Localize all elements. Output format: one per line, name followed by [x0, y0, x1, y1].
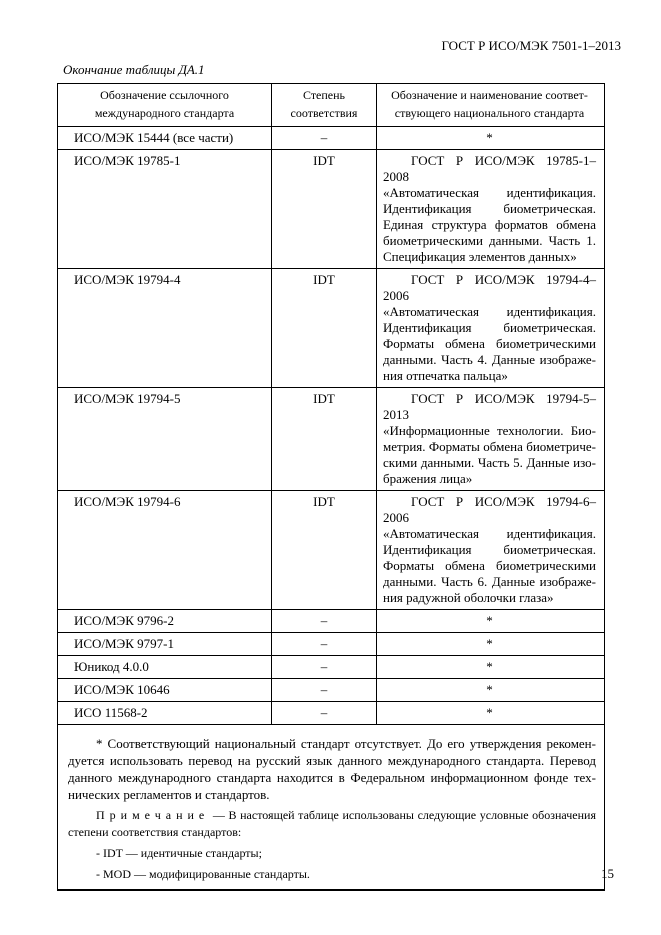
national-standard-cell [377, 491, 605, 610]
degree-cell: IDT [272, 150, 377, 269]
degree-cell: IDT [272, 269, 377, 388]
table-row [58, 127, 605, 150]
column-header-national: Обозначение и наименование соответствующего национального стандарта [377, 84, 605, 127]
reference-standard-cell: ИСО/МЭК 19794-4 [58, 269, 272, 388]
table-notes-row [58, 725, 605, 891]
national-standard-cell [377, 127, 605, 150]
table-row [58, 679, 605, 702]
national-standard-cell [377, 269, 605, 388]
national-standard-designation: * [486, 636, 493, 651]
national-standard-title: «Автоматическая идентификация. Идентификация биометрическая. Форматы обмена биометрическими данными. Часть 6. Данные изображения радужной оболочки глаза» [383, 526, 596, 605]
standards-table [57, 83, 605, 891]
national-standard-cell [377, 702, 605, 725]
document-header: ГОСТ Р ИСО/МЭК 7501-1–2013 [441, 38, 621, 53]
note-label: Примечание [96, 808, 210, 822]
degree-cell: IDT [272, 388, 377, 491]
degree-cell: IDT [272, 491, 377, 610]
page-number: 15 [601, 866, 614, 881]
table-row [58, 610, 605, 633]
column-header-reference: Обозначение ссылочного международного стандарта [58, 84, 272, 127]
table-row [58, 633, 605, 656]
note-text: — В настоящей таблице использованы следующие условные обозначения степени соответствия стандартов: [68, 808, 596, 839]
table-row [58, 656, 605, 679]
degree-cell: – [272, 127, 377, 150]
column-header-degree: Степень соответствия [272, 84, 377, 127]
table-caption: Окончание таблицы ДА.1 [63, 62, 205, 77]
national-standard-designation: * [486, 613, 493, 628]
degree-cell: – [272, 610, 377, 633]
table-row [58, 491, 605, 610]
national-standard-cell [377, 150, 605, 269]
national-standard-designation: * [486, 130, 493, 145]
legend-item-idt: - IDT — идентичные стандарты; [96, 846, 262, 860]
reference-standard-cell: ИСО/МЭК 19794-5 [58, 388, 272, 491]
note [68, 807, 596, 841]
national-standard-designation: ГОСТ Р ИСО/МЭК 19794-4–2006 [383, 272, 596, 303]
footnote: * Соответствующий национальный стандарт отсутствует. До его утверждения рекомендуется использовать перевод на русский язык данного международного стандарта. Перевод данного международного стандарта находится в Федеральном информационном фонде технических регламентов и стандартов. [68, 736, 596, 802]
table-row [58, 150, 605, 269]
national-standard-title: «Автоматическая идентификация. Идентификация биометрическая. Форматы обмена биометрическими данными. Часть 4. Данные изображения отпечатка пальца» [383, 304, 596, 383]
reference-standard-cell: Юникод 4.0.0 [58, 656, 272, 679]
reference-standard-cell: ИСО/МЭК 9797-1 [58, 633, 272, 656]
degree-cell: – [272, 633, 377, 656]
national-standard-cell [377, 656, 605, 679]
reference-standard-cell: ИСО 11568-2 [58, 702, 272, 725]
reference-standard-cell: ИСО/МЭК 10646 [58, 679, 272, 702]
national-standard-designation: * [486, 705, 493, 720]
legend-item-mod: - MOD — модифицированные стандарты. [96, 867, 310, 881]
table-row [58, 702, 605, 725]
table-row [58, 388, 605, 491]
reference-standard-cell: ИСО/МЭК 9796-2 [58, 610, 272, 633]
national-standard-cell [377, 679, 605, 702]
national-standard-title: «Автоматическая идентификация. Идентификация биометрическая. Единая структура форматов обмена биометрическими данными. Часть 1. Спецификация элементов данных» [383, 185, 596, 264]
table-row [58, 269, 605, 388]
national-standard-designation: * [486, 682, 493, 697]
national-standard-cell [377, 388, 605, 491]
national-standard-designation: * [486, 659, 493, 674]
national-standard-cell [377, 610, 605, 633]
degree-cell: – [272, 656, 377, 679]
national-standard-title: «Информационные технологии. Биометрия. Форматы обмена биометрическими данными. Часть 5. Данные изображения лица» [383, 423, 596, 486]
reference-standard-cell: ИСО/МЭК 19794-6 [58, 491, 272, 610]
reference-standard-cell: ИСО/МЭК 19785-1 [58, 150, 272, 269]
degree-cell: – [272, 679, 377, 702]
reference-standard-cell: ИСО/МЭК 15444 (все части) [58, 127, 272, 150]
national-standard-designation: ГОСТ Р ИСО/МЭК 19785-1–2008 [383, 153, 596, 184]
national-standard-cell [377, 633, 605, 656]
table-notes-cell [58, 725, 605, 891]
table-header-row [58, 84, 605, 127]
degree-cell: – [272, 702, 377, 725]
national-standard-designation: ГОСТ Р ИСО/МЭК 19794-6–2006 [383, 494, 596, 525]
national-standard-designation: ГОСТ Р ИСО/МЭК 19794-5–2013 [383, 391, 596, 422]
